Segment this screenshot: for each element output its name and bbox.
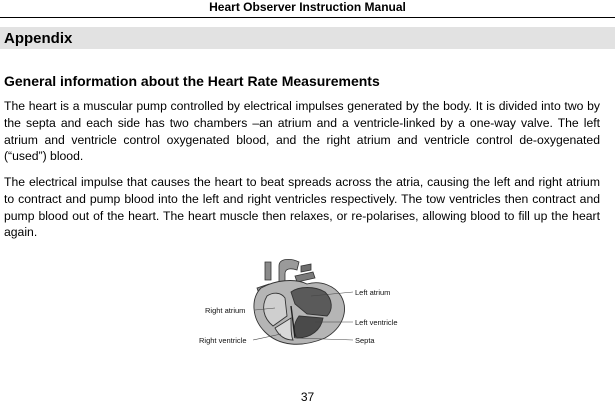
sub-heading: General information about the Heart Rate Measurements [4,73,380,89]
heart-diagram [195,258,415,348]
heart-body [254,281,345,345]
page-number: 37 [300,390,315,404]
section-bar [0,27,615,49]
label-septa: Septa [355,336,375,345]
label-left-ventricle: Left ventricle [355,318,398,327]
header-divider [0,17,615,18]
label-right-ventricle: Right ventricle [199,336,247,345]
manual-title: Heart Observer Instruction Manual [209,0,406,14]
paragraph-electrical-impulse: The electrical impulse that causes the heart to beat spreads across the atria, causing the left and right atrium to contract and pump blood into the left and right ventricles respectively. The tow ventricles then contract and pump blood out of the heart. The heart muscle then relaxes, or re-polarises, allowing blood to fill up the heart again. [4,175,600,240]
paragraph-heart-structure: The heart is a muscular pump controlled by electrical impulses generated by the body. It is divided into two by the septa and each side has two chambers –an atrium and a ventricle-linked by a one-way valve. The left atrium and ventricle control oxygenated blood, and the right atrium and ventricle control de-oxygenated (“used”) blood. [4,99,600,164]
section-title: Appendix [4,30,73,47]
label-left-atrium: Left atrium [355,288,391,297]
label-right-atrium: Right atrium [205,306,246,315]
